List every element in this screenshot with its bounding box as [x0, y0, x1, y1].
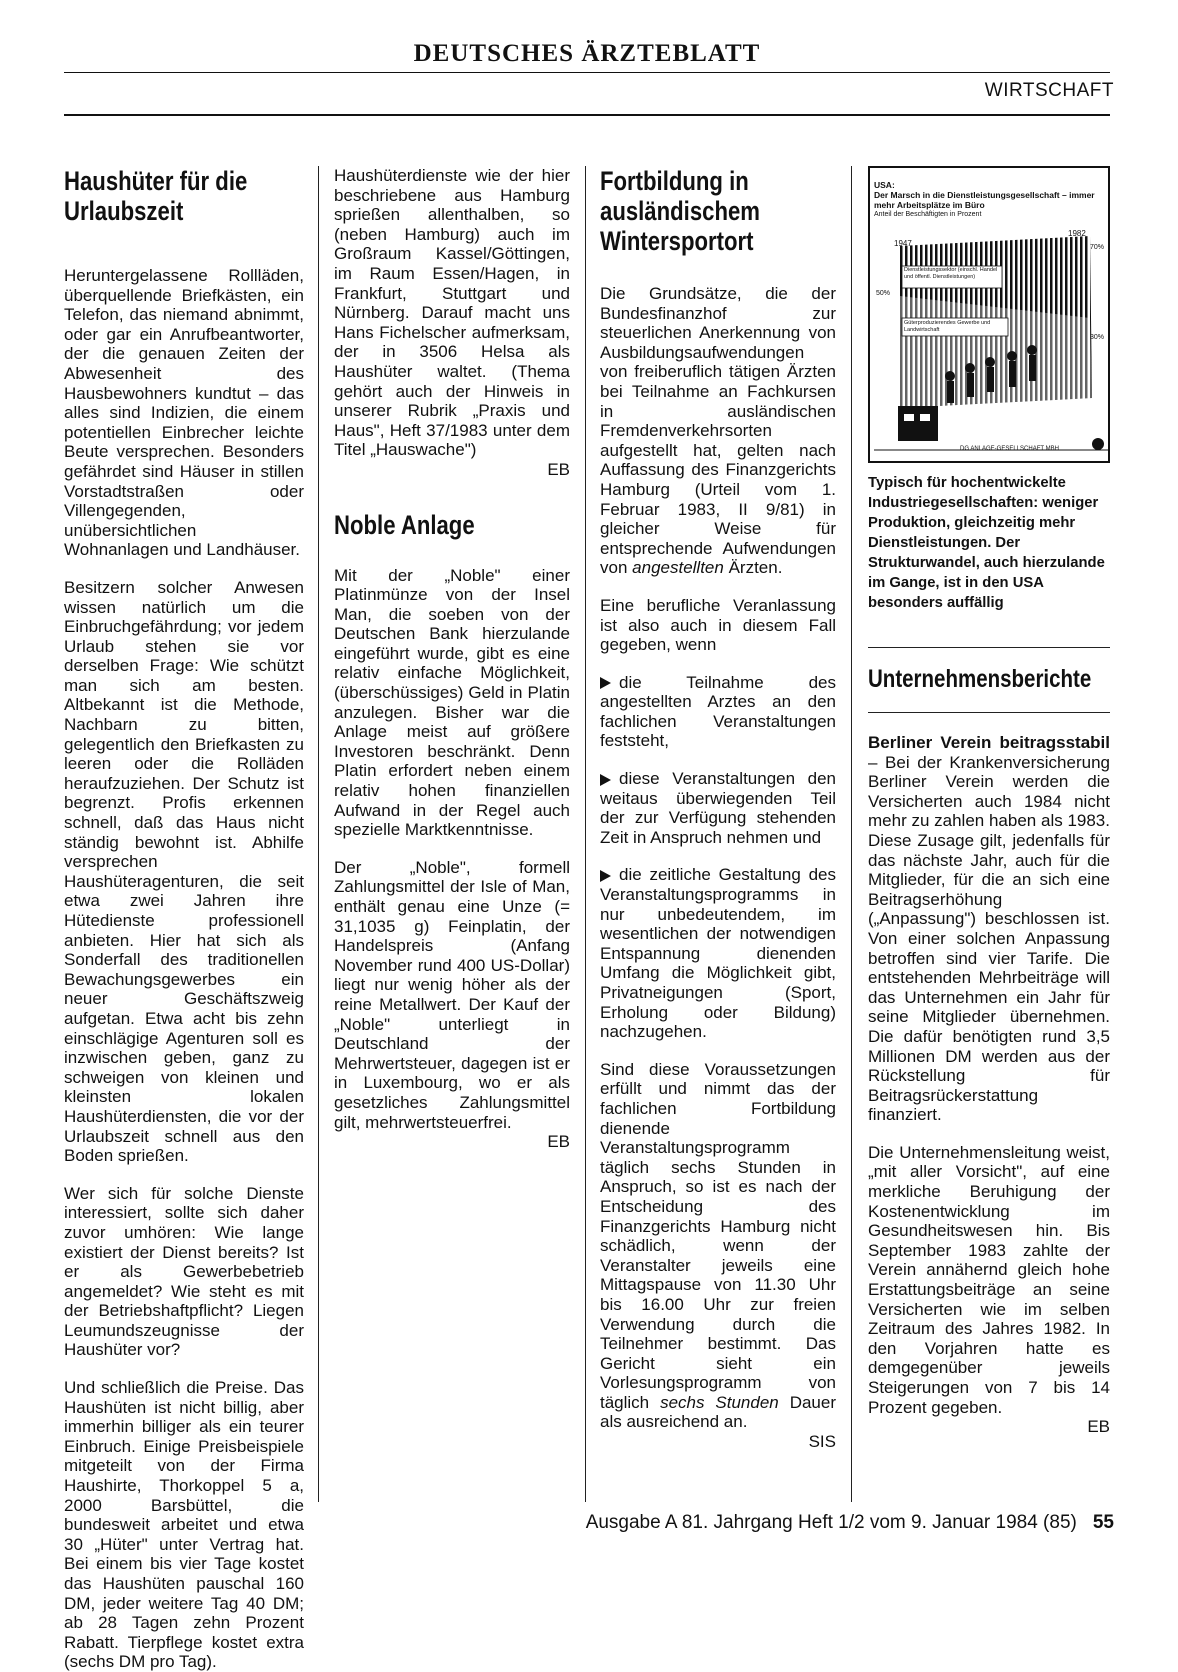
paragraph: Eine berufliche Veranlassung ist also auch in diesem Fall gegeben, wenn [600, 595, 836, 655]
section-rule [64, 114, 1110, 116]
paragraph: Wer sich für solche Dienste interessiert, sollte sich daher zuvor umhören: Wie lange existiert der Dienst bereits? Ist er als Gewerbebetrieb angemeldet? Wie steht es mit der Betriebshaftpflicht? Liegen Leumundszeugnisse der Haushüter vor? [64, 1183, 304, 1360]
signature: SIS [808, 1432, 836, 1452]
article-title-noble: Noble Anlage [334, 509, 475, 540]
column-3 [600, 166, 836, 1452]
percent-30: 30% [1090, 334, 1105, 341]
emphasis: sechs Stunden [660, 1392, 779, 1412]
paragraph: Haushüterdienste wie der hier beschriebene aus Hamburg sprießen allenthalben, so (neben Hamburg) auch im Großraum Kassel/Göttingen, im Raum Essen/Hagen, in Frankfurt, Stuttgart und Nürnberg. Darauf macht uns Hans Fichelscher aufmerksam, der in 3506 Helsa als Haushüter waltet. (Thema gehört auch der Hinweis in unserer Rubrik „Praxis und Haus", Heft 37/1983 unter dem Titel „Hauswache") [334, 166, 570, 460]
bullet-icon [600, 677, 611, 689]
issue-info: Ausgabe A 81. Jahrgang Heft 1/2 vom 9. Januar 1984 (85) [585, 1512, 1077, 1533]
masthead-rule [64, 72, 1110, 73]
bullet-item [600, 673, 836, 751]
illustration-figure [868, 166, 1110, 463]
text: – Bei der Krankenversicherung Berliner Verein werden die Versicherten auch 1984 nicht mehr zu zahlen haben als 1983. Diese Zusage gilt, jedenfalls für das nächste Jahr, auch für die Mitglieder, für die an sich eine Beitragserhöhung („Anpassung") beschlossen ist. Von einer solchen Anpassung betroffen sind vier Tarife. Die entstehenden Mehrbeiträge will das Unternehmen ein Jahr für seine Mitglieder übernehmen. Die dafür benötigten rund 3,5 Millionen DM werden aus der Rückstellung für Beitragsrückerstattung finanziert. [868, 752, 1110, 1125]
bullet-icon [600, 774, 611, 786]
column-4 [868, 166, 1110, 1437]
figure-caption: Typisch für hochentwickelte Industriegesellschaften: weniger Produktion, gleichzeitig mehr Dienstleistungen. Der Strukturwandel, auch hierzulande im Gange, ist in den USA besonders auffällig [868, 475, 1105, 611]
paragraph [600, 284, 836, 578]
label-goods: Güterproduzierendes Gewerbe und Landwirtschaft [904, 320, 991, 333]
article-title-fortbildung: Fortbildung in ausländischem Wintersportort [600, 166, 760, 256]
signature: EB [547, 1132, 570, 1152]
year-end: 1982 [1068, 229, 1086, 238]
column-divider [585, 166, 586, 1502]
column-1 [64, 166, 304, 1672]
text: Dauer als ausreichend an. [600, 1392, 836, 1432]
paragraph [868, 733, 1110, 1125]
paragraph: Besitzern solcher Anwesen wissen natürlich um die Einbruchgefährdung; vor jedem Urlaub stehen sie vor derselben Frage: Wie schützt man sich am besten. Altbekannt ist die Methode, Nachbarn zu bitten, gelegentlich den Briefkasten zu leeren oder die Rolläden heraufzuziehen. Der Schutz ist begrenzt. Profis erkennen schnell, daß das Haus nicht ständig bewohnt ist. Abhilfe versprechen Haushüteragenturen, die seit etwa zwei Jahren ihre Hütedienste professionell anbieten. Hier hat sich als Sonderfall des traditionellen Bewachungsgewerbes ein neuer Geschäftszweig aufgetan. Etwa acht bis zehn einschlägige Agenturen soll es inzwischen geben, ganz zu schweigen von kleinen und kleinsten lokalen Haushüterdiensten, die vor der Urlaubszeit schnell aus den Boden sprießen. [64, 577, 304, 1166]
emphasis: angestellten [632, 558, 724, 578]
figure-subtitle: Anteil der Beschäftigten in Prozent [874, 211, 982, 218]
text: die zeitliche Gestaltung des Veranstaltungsprogramms in nur unbedeutendem, im wesentlichen der notwendigen Entspannung dienenden Umfang die Möglichkeit gibt, Privatneigungen (Sport, Erholung oder Bildung) nachzugehen. [600, 865, 836, 1042]
signature: EB [1087, 1417, 1110, 1437]
text: Sind diese Voraussetzungen erfüllt und nimmt das der fachlichen Fortbildung dienende Veranstaltungsprogramm täglich sechs Stunden in Anspruch, so ist es nach der Entscheidung des Finanzgerichts Hamburg nicht schädlich, wenn der Veranstalter jeweils eine Mittagspause von 11.30 Uhr bis 16.00 Uhr zur freien Verwendung durch die Teilnehmer bestimmt. Das Gericht sieht ein Vorlesungsprogramm von täglich [600, 1059, 836, 1412]
masthead: DEUTSCHES ÄRZTEBLATT [413, 40, 761, 67]
column-2 [334, 166, 570, 1152]
year-start: 1947 [894, 239, 912, 248]
logo-icon [1092, 438, 1104, 450]
article-title-unternehmensberichte: Unternehmensberichte [868, 665, 1092, 693]
column-divider [318, 166, 319, 1502]
figure-label: USA: [874, 180, 895, 190]
paragraph: Und schließlich die Preise. Das Haushüten ist nicht billig, aber immerhin billiger als ein teurer Einbruch. Einige Preisbeispiele mitgeteilt von der Firma Haushirte, Thorkoppel 5 a, 2000 Barsbüttel, die bundesweit arbeitet und etwa 30 „Hüter" unter Vertrag hat. Bei einem bis vier Tage kostet das Haushüten pauschal 160 DM, jeder weitere Tag 40 DM; ab 28 Tagen zehn Prozent Rabatt. Tierpflege kostet extra (sechs DM pro Tag). [64, 1378, 304, 1672]
page-number: 55 [1092, 1512, 1114, 1533]
divider [868, 712, 1110, 713]
signature: EB [547, 459, 570, 479]
bullet-icon [600, 870, 611, 882]
section-label: WIRTSCHAFT [984, 80, 1114, 101]
column-divider [851, 166, 852, 1502]
label-service: Dienstleistungssektor (einschl. Handel und öffentl. Dienstleistungen) [904, 267, 998, 280]
divider [868, 647, 1110, 648]
footer [586, 1512, 1114, 1534]
text: Ärzten. [728, 558, 783, 578]
figure-credit: DG ANLAGE-GESELLSCHAFT MBH [960, 446, 1059, 452]
text: die Teilnahme des angestellten Arztes an den fachlichen Veranstaltungen feststeht, [600, 672, 836, 751]
figure-title: Der Marsch in die Dienstleistungsgesellschaft – immer mehr Arbeitsplätze im Büro [874, 190, 1095, 210]
percent-70: 70% [1090, 244, 1105, 251]
paragraph: Heruntergelassene Rollläden, überquellende Briefkästen, ein Telefon, das niemand abnimmt, oder gar ein Anrufbeantworter, der die genauen Zeiten der Abwesenheit des Hausbewohners kundtut – das alles sind Indizien, die einem potentiellen Einbrecher leichte Beute versprechen. Besonders gefährdet sind Häuser in stillen Vorstadtstraßen oder Villengegenden, unübersichtlichen Wohnanlagen und Landhäuser. [64, 266, 304, 560]
figure-illustration [870, 168, 1112, 461]
paragraph: Die Unternehmensleitung weist, „mit aller Vorsicht", auf eine merkliche Beruhigung der Kostenentwicklung im Gesundheitswesen hin. Bis September 1983 zahlte der Verein annähernd gleich hohe Erstattungsbeiträge an seine Versicherten wie im selben Zeitraum des Jahres 1982. In den Vorjahren hatte es demgegenüber jeweils Steigerungen von 7 bis 14 Prozent gegeben. [868, 1142, 1110, 1417]
percent-50: 50% [876, 290, 891, 297]
building-shape [898, 406, 938, 441]
text: Die Grundsätze, die der Bundesfinanzhof zur steuerlichen Anerkennung von Ausbildungsaufwendungen von freiberuflich tätigen Ärzten bei Teilnahme an Fachkursen in ausländischen Fremdenverkehrsorten aufgestellt hat, gelten nach Auffassung des Finanzgerichts Hamburg (Urteil vom 1. Februar 1983, II 9/81) in gleicher Weise für entsprechende Aufwendungen von [600, 284, 836, 578]
paragraph [600, 1060, 836, 1432]
lead-in: Berliner Verein beitragsstabil [868, 733, 1110, 752]
paragraph: Mit der „Noble" einer Platinmünze von der Insel Man, die soeben von der Deutschen Bank hierzulande eingeführt wurde, gibt es eine relativ einfache Möglichkeit, (überschüssiges) Geld in Platin anzulegen. Bisher war die Anlage meist auf größere Investoren beschränkt. Denn Platin erfordert neben einem relativ hohen finanziellen Aufwand in der Regel auch spezielle Marktkenntnisse. [334, 565, 570, 840]
article-title-haushueter: Haushüter für die Urlaubszeit [64, 166, 248, 226]
paragraph: Der „Noble", formell Zahlungsmittel der Isle of Man, enthält genau eine Unze (= 31,1035 g) Feinplatin, der Handelspreis (Anfang November rund 400 US-Dollar) liegt nur wenig höher als der reine Metallwert. Der Kauf der „Noble" unterliegt in Deutschland der Mehrwertsteuer, dagegen ist er in Luxembourg, wo er als gesetzliches Zahlungsmittel gilt, mehrwertsteuerfrei. [334, 857, 570, 1132]
text: diese Veranstaltungen den weitaus überwiegenden Teil der zur Verfügung stehenden Zeit in Anspruch nehmen und [600, 769, 836, 847]
bullet-item [600, 865, 836, 1041]
bullet-item [600, 769, 836, 847]
